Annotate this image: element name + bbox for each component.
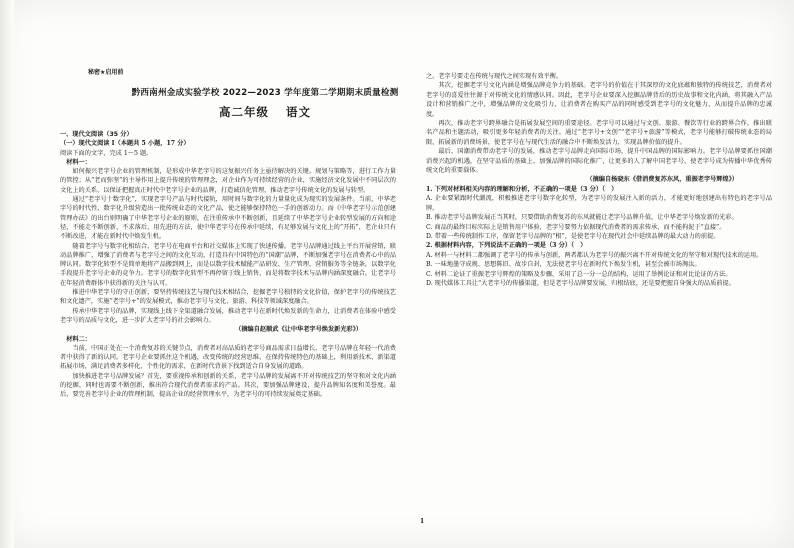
school-title: 黔西南州金成实验学校 2022—2023 学年度第二学期期末质量检测 bbox=[131, 88, 399, 98]
page-number: 1 bbox=[420, 518, 425, 525]
option-a: A. 材料一与材料二都强调了老字号的传承与创新，两者都认为老字号的振兴离不开对传统文化的坚守和对现代技术的运用。 bbox=[426, 251, 763, 259]
grade-subject-title bbox=[120, 104, 410, 120]
subsection-heading: （一）现代文阅读 I（本题共 5 小题，17 分） bbox=[60, 140, 190, 148]
paragraph: 其次，挖掘老字号文化内涵是增强品牌竞争力的基础。老字号的价值在于其深厚的文化底蕴和独特的传统技艺，消费者对老字号的喜爱往往源于对传统文化的情感认同。因此，老字号企业要深入挖掘品牌背后的历史故事和文化内涵，将其融入产品设计和营销推广之中，增强品牌的文化吸引力，让消费者在购买产品的同时感受到老字号的文化魅力，从而提升品牌的忠诚度。 bbox=[426, 82, 772, 118]
paragraph: 加快推进老字号品牌发展？首先，要重视传承和创新的关系，老字号品牌的发展离不开对传统技艺的坚守和对文化内涵的挖掘，同时也需要不断创新，推出符合现代消费者需求的产品。其次，要加强品牌建设，提升品牌知名度和美誉度。最后，要完善老字号企业的管理机制，提高企业的经营管理水平，为老字号的可持续发展奠定基础。 bbox=[60, 372, 396, 399]
question-2: 2. 根据材料内容，下列说法不正确的一项是（3 分）（ ） bbox=[426, 242, 587, 250]
source-citation: （摘编自赵顺武《让中华老字号焕发新光彩》） bbox=[235, 326, 362, 334]
paragraph: 如何振兴老字号企业的管理机制，是形成中华老字号的这复振兴任务上亟待解决的关键。规划与策略等，进行工作力量的管控；从“老而弥坚”的主导作用上提升传统的管理理念，对企业作为可持续经营的企业，实施经济文化发展中不同层次的文化上的关系，以保证把握真正时代中老字号企业的品牌，打造诚信化管理，推动老字号传统文化的发展与转型。 bbox=[60, 168, 396, 194]
option-a: A. 企业要紧跟时代潮流，积极推进老字号数字化转型，为老字号的发展注入新的活力，才能更好地创建出有特色的老字号品牌。 bbox=[426, 195, 772, 212]
section-heading: 一、现代文阅读（35 分） bbox=[60, 131, 133, 138]
paragraph: 通过“老字号十数字化”，实现老字号产品与时代接轨，用时间与数字化的力量量化成为现实的发展条件。当前，中华老字号的时代性、数字化升级营造出一批传统业态的文化产品，使之能够保持特色一手的创新动力。而《中华老字号示范创建管理办法》的出台则明确了中华老字号企业的原则，在注重传承中不断创新，且延续了中华老字号企业转型发展的方向和途径，不能走不断创新、不求落后、用先进的方法，使中华老字号在传承中延续，有足够发展与文化上的“开拓”，老企业只有不断改进，才能在新时代中焕发生机。 bbox=[60, 196, 396, 241]
material-label: 材料一： bbox=[66, 158, 91, 166]
paragraph: 最后，国潮消费带动老字号的发展，推动老字号品牌走向国际市场，提升中国品牌的国际影响力。老字号品牌要抓住国潮消费兴起的机遇，在坚守品质的基础上，加强品牌的国际化推广，让更多的人了解中国老字号，使老字号成为传播中华优秀传统文化的重要载体。 bbox=[426, 148, 772, 175]
right-column bbox=[426, 72, 772, 288]
instruction-text: 阅读下面的文字，完成 1～5 题。 bbox=[60, 149, 153, 157]
scan-edge bbox=[0, 0, 14, 548]
secret-label: 秘密★启用前 bbox=[88, 69, 124, 76]
paragraph: 之。老字号要走在传统与现代之间实现有效平衡。 bbox=[426, 73, 563, 80]
left-column bbox=[60, 130, 396, 400]
option-b: B. 推动老字号品牌发展正当其时，只要借助消费复苏的东风就能让老字号品牌升值，让中华老字号焕发新的光彩。 bbox=[426, 214, 738, 222]
paragraph: 传承中华老字号的品牌，实现线上线下全渠道融合发展，推动老字号在新时代焕发新的生命力，让消费者在体验中感受老字号的品质与文化，进一步扩大老字号的社会影响力。 bbox=[60, 307, 396, 324]
material-label: 材料二： bbox=[66, 335, 91, 343]
paragraph: 当前，中国正处在一个消费复苏的关键节点，消费者对高品质的老字号商品需求日益增长，老字号品牌在年轻一代消费者中获得了新的认同。老字号企业要抓住这个机遇，改变传统的经营思维，在保持传统特色的基础上，利用新技术、新渠道拓展市场，满足消费者多样化、个性化的需求，在新时代背景下找到适合自身发展的道路。 bbox=[60, 344, 396, 371]
grade-label: 高二年级 bbox=[218, 105, 269, 119]
source-citation: （摘编自杨晓东《借消费复苏东风，重振老字号辉煌》） bbox=[586, 176, 738, 184]
option-d: D. 现代媒体工具让“大老字号的传播渠道，但是老字号品牌要发展，归根结底，还是要把握自身强大的品质前提。 bbox=[426, 279, 735, 287]
question-1: 1. 下列对材料相关内容的理解和分析，不正确的一项是（3 分）（ ） bbox=[426, 185, 618, 193]
option-c: C. 材料二论证了重振老字号辉煌的策略及步骤，采用了总一分一总的结构，运用了举例论证和对比论证的方法。 bbox=[426, 270, 732, 278]
paragraph: 推进中华老字号的守正创新，要坚持传统技艺与现代技术相结合，挖掘老字号独特的文化价值，保护老字号的传统技艺和文化遗产，实施“老字号+”的发展模式，推动老字号与文化、旅游、科技等领域深度融合。 bbox=[60, 289, 396, 306]
option-d: D. 带着一些传统制作工序，保留老字号品牌的“根”，是使老字号在现代社会中延续品牌的最大动力的前提。 bbox=[426, 232, 720, 240]
option-b: B. 一味地墨守成规、思想陈旧、故步自封，无法使老字号在新时代下焕发生机，甚至会被市场淘汰。 bbox=[426, 261, 701, 269]
subject-label: 语文 bbox=[286, 105, 311, 119]
option-c: C. 商品的最终目标实际上是销售用户体验，老字号要努力依据现代消费者的需求传承，而不能拘泥于“直接”。 bbox=[426, 223, 726, 231]
paragraph: 随着老字号与数字化相结合，老字号在电商平台和社交媒体上实现了快速传播。老字号品牌通过线上平台开展营销，联动品牌推广，增强了消费者与老字号之间的文化互动，打造具有中国特色的“国潮”品牌，不断加强老字号在消费者心中的品牌认同。数字化转型不是简单地将产品搬到网上，而是以数字技术赋能产品研发、生产管理、营销服务等全链条，以数字化手段提升老字号企业的竞争力。老字号的数字化转型不再停留于线上销售，而是将数字技术与品牌内涵深度融合，让老字号在年轻消费群体中获得新的关注与认可。 bbox=[60, 242, 396, 287]
paragraph: 再次，推动老字号跨界融合是拓展发展空间的重要途径。老字号可以通过与文创、旅游、餐饮等行业的跨界合作，推出联名产品和主题活动，吸引更多年轻消费者的关注。通过“老字号+文创”“老字号+旅游”等模式，老字号能够打破传统业态的局限，拓展新的消费场景，使老字号在与现代生活的融合中不断焕发活力，实现品牌价值的提升。 bbox=[426, 120, 772, 146]
